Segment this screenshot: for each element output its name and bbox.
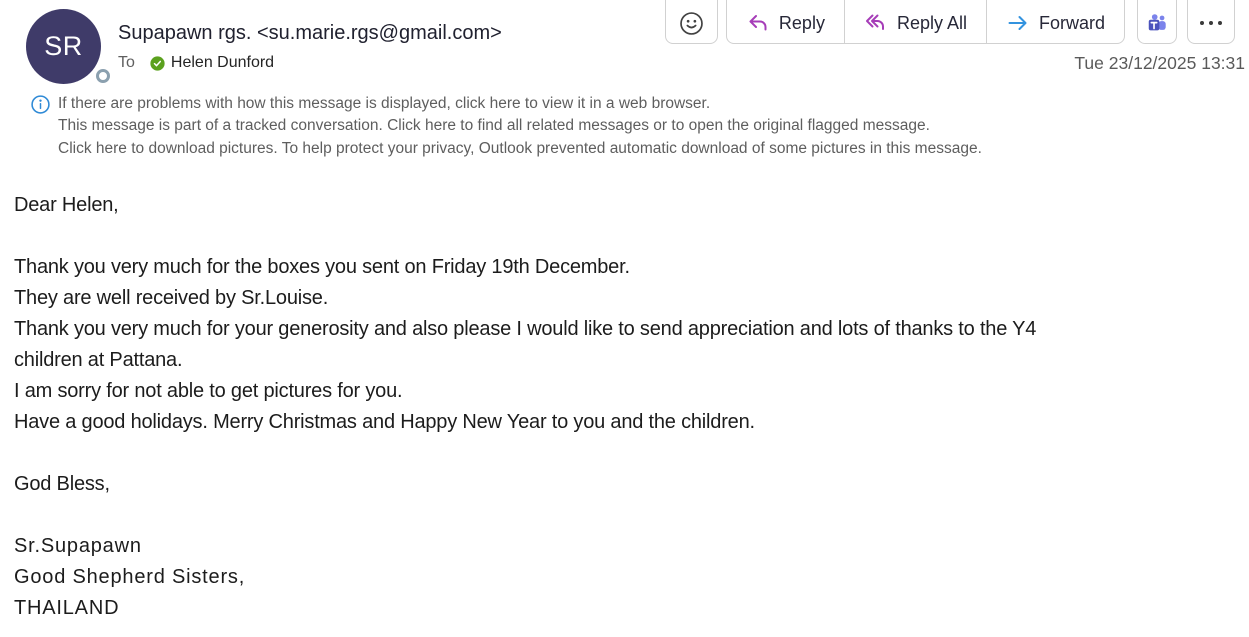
reactions-button[interactable] [665,0,718,44]
reply-button[interactable] [727,0,844,43]
info-icon [30,94,51,115]
body-line [14,438,1239,469]
body-line: God Bless, [14,473,110,495]
reply-arrow-icon [746,11,770,35]
forward-button[interactable] [987,0,1124,43]
body-line [14,500,1239,531]
message-info-banner [30,93,982,160]
recipient-name[interactable]: Helen Dunford [170,54,275,71]
body-line: Thank you very much for the boxes you sent on Friday 19th December. [14,256,630,278]
body-line: Thank you very much for your generosity and also please I would like to send appreciation and lots of thanks to the Y4 [14,318,1037,340]
more-actions-button[interactable] [1187,0,1235,44]
forward-arrow-icon [1006,11,1030,35]
message-body [14,190,1239,624]
reply-all-button[interactable] [845,0,986,43]
ellipsis-icon [1200,21,1222,25]
body-line: Have a good holidays. Merry Christmas and Happy New Year to you and the children. [14,411,755,433]
reply-button-group [726,0,1125,44]
teams-button[interactable] [1137,0,1177,44]
reply-label: Reply [778,12,825,33]
smiley-icon [678,10,705,37]
forward-label: Forward [1038,12,1105,33]
banner-lines [58,93,982,160]
avatar-initials: SR [44,31,83,61]
body-line [14,221,1239,252]
body-line: Dear Helen, [14,194,119,216]
reply-all-arrow-icon [864,11,888,35]
signature-line: Good Shepherd Sisters, [14,566,246,588]
signature-line: Sr.Supapawn [14,535,142,557]
signature-line: THAILAND [14,597,120,619]
body-line: They are well received by Sr.Louise. [14,287,329,309]
teams-icon [1146,10,1168,36]
presence-indicator-icon [96,69,110,83]
sender-name[interactable]: Supapawn rgs. <su.marie.rgs@gmail.com> [118,22,502,44]
banner-line-tracked-conversation[interactable]: This message is part of a tracked conversation. Click here to find all related messages or to open the original flagged message. [58,117,930,135]
message-toolbar [665,0,1235,44]
avatar[interactable] [26,9,101,84]
to-label: To [118,54,135,71]
recipient-line [118,54,274,72]
body-line: I am sorry for not able to get pictures for you. [14,380,403,402]
banner-line-web-browser[interactable]: If there are problems with how this message is displayed, click here to view it in a web browser. [58,95,711,112]
banner-line-download-pictures[interactable]: Click here to download pictures. To help protect your privacy, Outlook prevented automatic download of some pictures in this message. [58,139,982,157]
body-line: children at Pattana. [14,349,183,371]
received-date: Tue 23/12/2025 13:31 [1074,53,1245,73]
reply-all-label: Reply All [896,12,967,33]
verified-check-icon [150,56,165,71]
